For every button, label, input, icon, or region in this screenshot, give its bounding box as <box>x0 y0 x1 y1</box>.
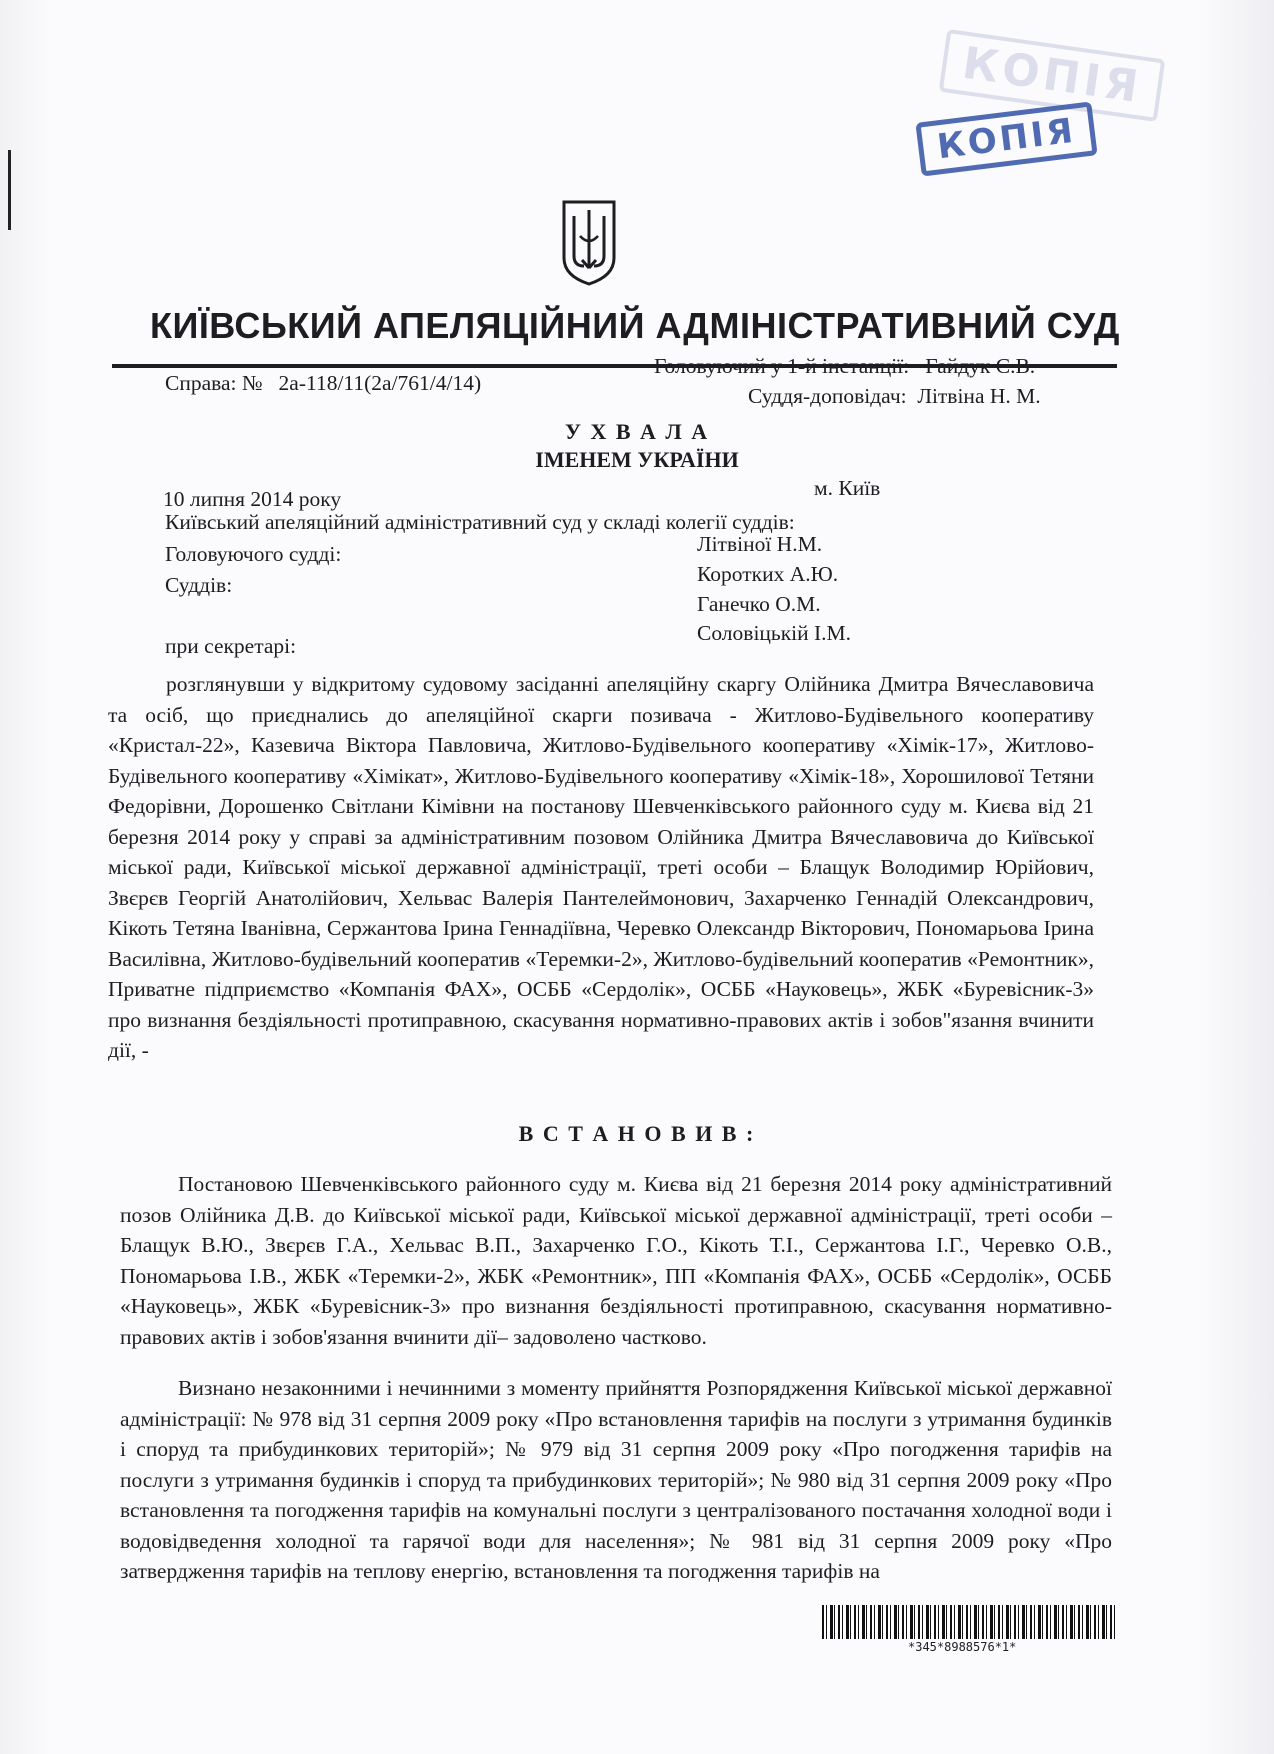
paragraph-2 <box>120 1373 1112 1587</box>
presiding-first-name: Гайдук С.В. <box>925 354 1036 378</box>
scan-edge-mark <box>8 150 11 230</box>
secretary-name: Соловіцькій І.М. <box>697 621 852 645</box>
copy-stamp: КОПІЯ <box>915 101 1097 176</box>
presiding-first-instance <box>654 354 1035 379</box>
judge-reporter <box>748 384 1041 409</box>
composition-intro: Київський апеляційний адміністративний суд у складі колегії суддів: <box>165 510 795 534</box>
paragraph-2-text: Визнано незаконними і нечинними з моменту прийняття Розпорядження Київської міської державної адміністрації: № 978 від 31 серпня 2009 року «Про встановлення тарифів на послуги з утримання будинків і споруд та прибудинкових територій»; № 979 від 31 серпня 2009 року «Про погодження тарифів на послуги з утримання будинків і споруд та прибудинкових територій»; № 980 від 31 серпня 2009 року «Про встановлення та погодження тарифів на комунальні послуги з централізованого постачання холодної води і водовідведення холодної та гарячої води для населення»; № 981 від 31 серпня 2009 року «Про затвердження тарифів на теплову енергію, встановлення та погодження тарифів на <box>120 1376 1112 1583</box>
judges-label: Суддів: <box>165 573 233 597</box>
case-number: 2а-118/11(2а/761/4/14) <box>278 371 482 395</box>
paragraph-1 <box>120 1169 1112 1352</box>
reporter-label: Суддя-доповідач: <box>748 384 907 408</box>
presiding-name: Літвіної Н.М. <box>697 532 823 556</box>
judge-name-2: Ганечко О.М. <box>697 592 821 616</box>
trident-emblem-icon <box>560 196 618 286</box>
intro-paragraph-text: розглянувши у відкритому судовому засіданні апеляційну скаргу Олійника Дмитра Вячеславовича та осіб, що приєднались до апеляційної скарги позивача - Житлово-Будівельного кооперативу «Кристал-22», Казевича Віктора Павловича, Житлово-Будівельного кооперативу «Хімік-17», Житлово-Будівельного кооперативу «Хімікат», Житлово-Будівельного кооперативу «Хімік-18», Хорошилової Тетяни Федорівни, Дорошенко Світлани Кімівни на постанову Шевченківського районного суду м. Києва від 21 березня 2014 року у справі за адміністративним позовом Олійника Дмитра Вячеславовича до Київської міської ради, Київської міської державної адміністрації, треті особи – Блащук Володимир Юрійович, Звєрєв Георгій Анатолійович, Хельвас Валерія Пантелеймонович, Захарченко Геннадій Олександрович, Кікоть Тетяна Іванівна, Сержантова Ірина Геннадіївна, Черевко Олександр Вікторович, Пономарьова Ірина Василівна, Житлово-будівельний кооператив «Теремки-2», Житлово-будівельний кооператив «Ремонтник», Приватне підприємство «Компанія ФАХ», ОСББ «Сердолік», ОСББ «Науковець», ЖБК «Буревісник-3» про визнання бездіяльності протиправною, скасування нормативно-правових актів і зобов"язання вчинити дії, - <box>108 672 1094 1062</box>
intro-paragraph <box>108 669 1094 1066</box>
barcode <box>822 1605 1116 1639</box>
paragraph-1-text: Постановою Шевченківського районного суду м. Києва від 21 березня 2014 року адміністративний позов Олійника Д.В. до Київської міської ради, Київської міської державної адміністрації, треті особи – Блащук В.Ю., Звєрєв Г.А., Хельвас В.П., Захарченко Г.О., Кікоть Т.І., Сержантова І.Г., Черевко О.В., Пономарьова І.В., ЖБК «Теремки-2», ЖБК «Ремонтник», ПП «Компанія ФАХ», ОСББ «Сердолік», ОСББ «Науковець», ЖБК «Буревісник-3» про визнання бездіяльності протиправною, скасування нормативно-правових актів і зобов'язання вчинити дії– задоволено частково. <box>120 1172 1112 1349</box>
court-name: КИЇВСЬКИЙ АПЕЛЯЦІЙНИЙ АДМІНІСТРАТИВНИЙ СУД <box>150 305 1120 346</box>
reporter-name: Літвіна Н. М. <box>917 384 1041 408</box>
case-label: Справа: № <box>165 371 263 395</box>
secretary-label: при секретарі: <box>165 634 297 658</box>
case-number-line <box>165 371 481 396</box>
established-heading: В С Т А Н О В И В : <box>518 1121 756 1146</box>
judge-name-1: Коротких А.Ю. <box>697 562 839 586</box>
presiding-first-label: Головуючий у 1-й інстанції: <box>654 354 910 378</box>
ruling-subtitle: ІМЕНЕМ УКРАЇНИ <box>535 447 739 472</box>
presiding-label: Головуючого судді: <box>165 542 342 566</box>
ruling-date: 10 липня 2014 року <box>163 487 342 511</box>
stamp-ghost: КОПІЯ <box>939 29 1166 122</box>
ruling-city: м. Київ <box>814 476 881 500</box>
ruling-title: У Х В А Л А <box>564 419 710 444</box>
barcode-text: *345*8988576*1* <box>908 1640 1017 1654</box>
